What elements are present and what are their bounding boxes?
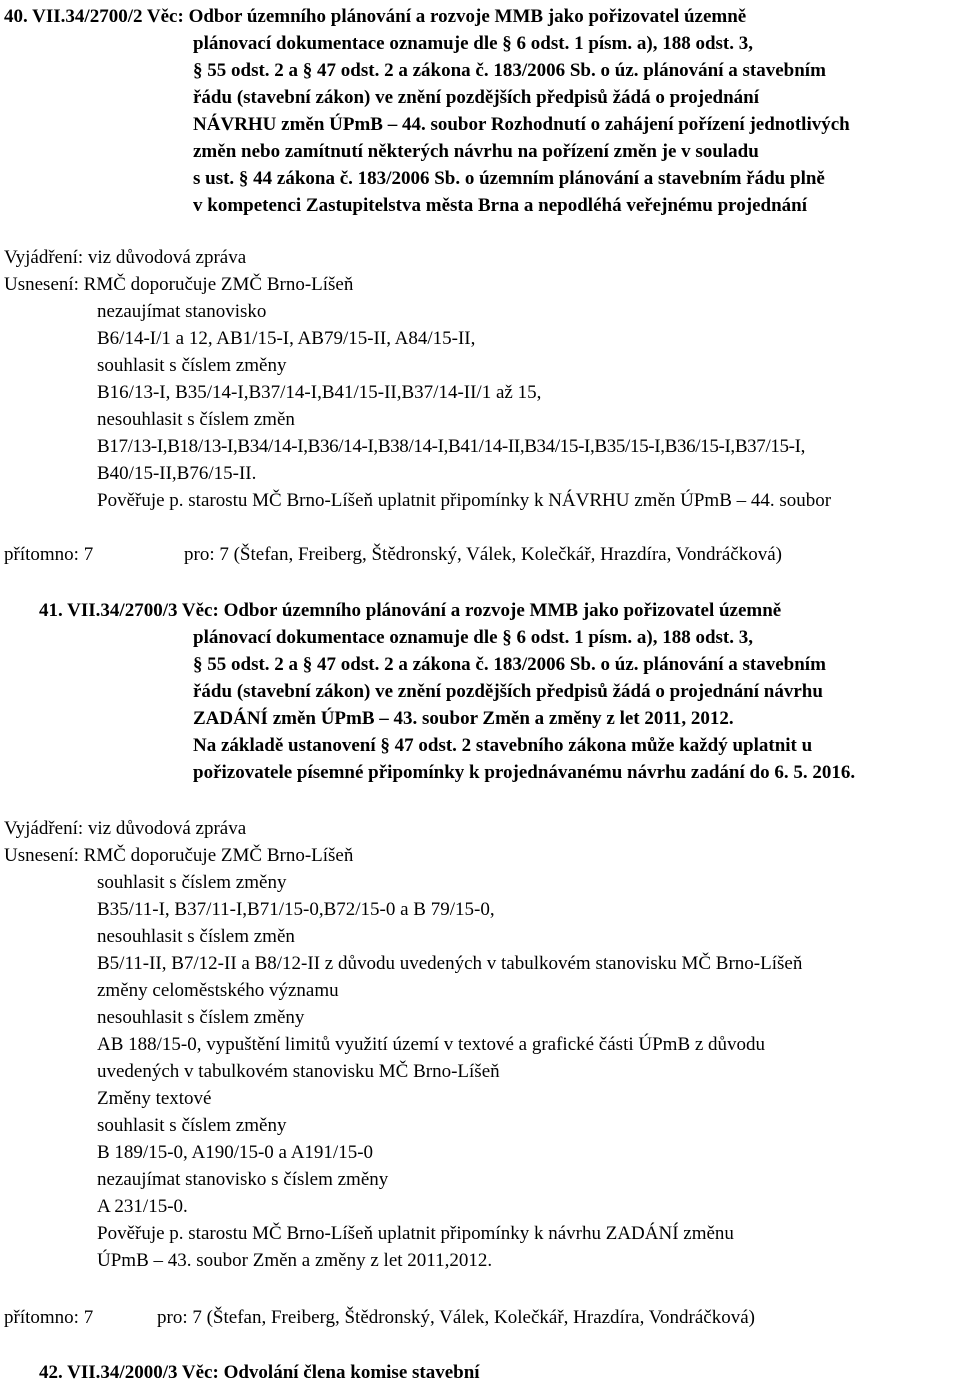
resolution-line: A 231/15-0. (97, 1196, 188, 1217)
resolution-line: B5/11-II, B7/12-II a B8/12-II z důvodu uvedených v tabulkovém stanovisku MČ Brno-Líšeň (97, 953, 803, 974)
subject-line: s ust. § 44 zákona č. 183/2006 Sb. o územním plánování a stavebním řádu plně (193, 168, 825, 189)
vote-result: pro: 7 (Štefan, Freiberg, Štědronský, Válek, Kolečkář, Hrazdíra, Vondráčková) (184, 544, 782, 565)
subject-line: ZADÁNÍ změn ÚPmB – 43. soubor Změn a změny z let 2011, 2012. (193, 708, 734, 729)
subject-line: změn nebo zamítnutí některých návrhu na pořízení změn je v souladu (193, 141, 759, 162)
present-count: přítomno: 7 (4, 1307, 94, 1328)
subject-line: Na základě ustanovení § 47 odst. 2 stavebního zákona může každý uplatnit u (193, 735, 813, 756)
present-count: přítomno: 7 (4, 544, 94, 565)
resolution-line: AB 188/15-0, vypuštění limitů využití území v textové a grafické části ÚPmB z důvodu (97, 1034, 766, 1055)
item-number: 42. VII.34/2000/3 Věc: Odvolání člena komise stavební (39, 1362, 480, 1383)
item-number: 41. VII.34/2700/3 Věc: Odbor územního plánování a rozvoje MMB jako pořizovatel územně (39, 600, 782, 621)
resolution-line: B17/13-I,B18/13-I,B34/14-I,B36/14-I,B38/14-I,B41/14-II,B34/15-I,B35/15-I,B36/15-I,B37/15-I, (97, 436, 806, 457)
subject-line: § 55 odst. 2 a § 47 odst. 2 a zákona č. 183/2006 Sb. o úz. plánování a stavebním (193, 654, 826, 675)
resolution-line: změny celoměstského významu (97, 980, 339, 1001)
resolution-line: souhlasit s číslem změny (97, 1115, 287, 1136)
subject-line: § 55 odst. 2 a § 47 odst. 2 a zákona č. 183/2006 Sb. o úz. plánování a stavebním (193, 60, 826, 81)
item-number: 40. VII.34/2700/2 Věc: Odbor územního plánování a rozvoje MMB jako pořizovatel územně (4, 6, 747, 27)
resolution-line: uvedených v tabulkovém stanovisku MČ Brno-Líšeň (97, 1061, 500, 1082)
resolution-line: ÚPmB – 43. soubor Změn a změny z let 2011,2012. (97, 1250, 493, 1271)
subject-line: NÁVRHU změn ÚPmB – 44. soubor Rozhodnutí o zahájení pořízení jednotlivých (193, 114, 850, 135)
resolution-line: nesouhlasit s číslem změny (97, 1007, 305, 1028)
resolution-line: B40/15-II,B76/15-II. (97, 463, 257, 484)
statement: Vyjádření: viz důvodová zpráva (4, 818, 247, 839)
resolution-line: nezaujímat stanovisko s číslem změny (97, 1169, 389, 1190)
subject-line: řádu (stavební zákon) ve znění pozdějších předpisů žádá o projednání návrhu (193, 681, 823, 702)
resolution-line: Pověřuje p. starostu MČ Brno-Líšeň uplatnit připomínky k NÁVRHU změn ÚPmB – 44. soubor (97, 490, 832, 511)
subject-line: v kompetenci Zastupitelstva města Brna a nepodléhá veřejnému projednání (193, 195, 807, 216)
resolution-line: Pověřuje p. starostu MČ Brno-Líšeň uplatnit připomínky k návrhu ZADÁNÍ změnu (97, 1223, 734, 1244)
resolution-line: souhlasit s číslem změny (97, 872, 287, 893)
resolution-line: nesouhlasit s číslem změn (97, 409, 295, 430)
vote-result: pro: 7 (Štefan, Freiberg, Štědronský, Válek, Kolečkář, Hrazdíra, Vondráčková) (157, 1307, 755, 1328)
resolution-line: Změny textové (97, 1088, 212, 1109)
subject-line: plánovací dokumentace oznamuje dle § 6 odst. 1 písm. a), 188 odst. 3, (193, 33, 753, 54)
resolution-line: nesouhlasit s číslem změn (97, 926, 295, 947)
subject-line: plánovací dokumentace oznamuje dle § 6 odst. 1 písm. a), 188 odst. 3, (193, 627, 753, 648)
resolution-line: nezaujímat stanovisko (97, 301, 267, 322)
resolution-line: B 189/15-0, A190/15-0 a A191/15-0 (97, 1142, 374, 1163)
resolution-heading: Usnesení: RMČ doporučuje ZMČ Brno-Líšeň (4, 274, 354, 295)
statement: Vyjádření: viz důvodová zpráva (4, 247, 247, 268)
subject-line: pořizovatele písemné připomínky k projednávanému návrhu zadání do 6. 5. 2016. (193, 762, 856, 783)
resolution-line: B35/11-I, B37/11-I,B71/15-0,B72/15-0 a B 79/15-0, (97, 899, 495, 920)
resolution-line: B6/14-I/1 a 12, AB1/15-I, AB79/15-II, A84/15-II, (97, 328, 476, 349)
resolution-line: souhlasit s číslem změny (97, 355, 287, 376)
resolution-heading: Usnesení: RMČ doporučuje ZMČ Brno-Líšeň (4, 845, 354, 866)
subject-line: řádu (stavební zákon) ve znění pozdějších předpisů žádá o projednání (193, 87, 760, 108)
resolution-line: B16/13-I, B35/14-I,B37/14-I,B41/15-II,B37/14-II/1 až 15, (97, 382, 542, 403)
